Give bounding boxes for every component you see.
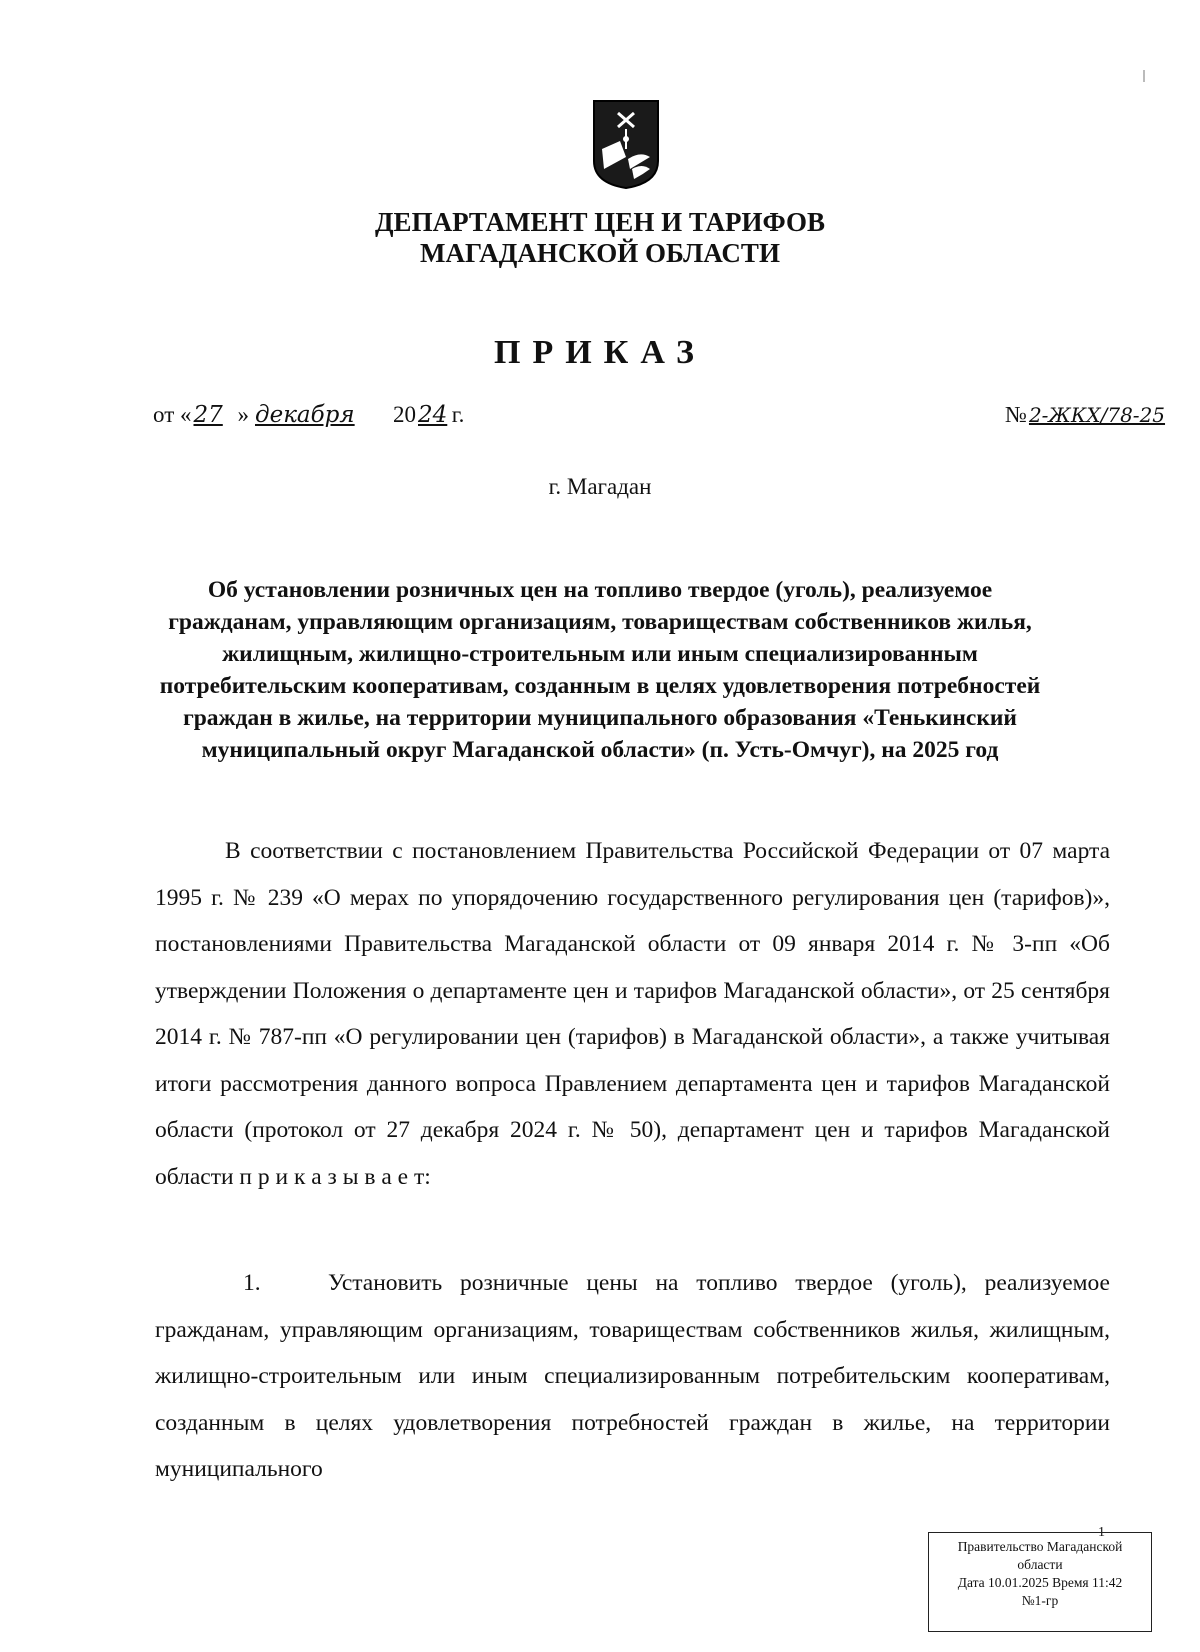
date-month-handwritten: декабря [255,402,355,428]
date-suffix: г. [451,402,465,427]
registration-stamp [928,1532,1152,1632]
item-1-text: Установить розничные цены на топливо твердое (уголь), реализуемое гражданам, управляющим организациям, товариществам собственников жилья, жилищным, жилищно-строительным или иным специализированным потребительским кооперативам, созданным в целях удовлетворения потребностей граждан в жилье, на территории муниципального [155,1270,1110,1482]
item-1-number: 1. [243,1270,261,1296]
scan-edge-mark [1143,70,1145,82]
organization-name-line2: МАГАДАНСКОЙ ОБЛАСТИ [420,238,780,268]
order-subject: Об установлении розничных цен на топливо твердое (уголь), реализуемое гражданам, управляющим организациям, товариществам собственников жилья, жилищным, жилищно-строительным или иным специализированным потребительским кооперативам, созданным в целях удовлетворения потребностей граждан в жилье, на территории муниципального образования «Тенькинский муниципальный округ Магаданской области» (п. Усть-Омчуг), на 2025 год [159,577,1041,763]
order-date [153,402,464,428]
date-year-handwritten: 24 [418,402,448,428]
city-line: г. Магадан [548,474,652,499]
preamble-paragraph: В соответствии с постановлением Правительства Российской Федерации от 07 марта 1995 г. № 239 «О мерах по упорядочению государственного регулирования цен (тарифов)», постановлениями Правительства Магаданской области от 09 января 2014 г. № 3-пп «Об утверждении Положения о департаменте цен и тарифов Магаданской области», от 25 сентября 2014 г. № 787-пп «О регулировании цен (тарифов) в Магаданской области», а также учитывая итоги рассмотрения данного вопроса Правлением департамента цен и тарифов Магаданской области (протокол от 27 декабря 2024 г. № 50), департамент цен и тарифов Магаданской области п р и к а з ы в а е т: [155,838,1110,1190]
date-prefix: от « [153,402,192,427]
document-type-title: ПРИКАЗ [494,334,706,371]
date-year-prefix: 20 [393,402,416,427]
date-quote-close: » [237,402,249,427]
number-prefix: № [1005,402,1027,427]
date-day-handwritten: 27 [193,402,223,428]
stamp-line4: №1-гр [1021,1593,1059,1608]
order-number [1005,402,1167,428]
stamp-line3: Дата 10.01.2025 Время 11:42 [957,1575,1123,1590]
page-number: 1 [1098,1525,1105,1540]
number-handwritten: 2-ЖКХ/78-25 [1028,403,1166,427]
item-1-paragraph [155,1260,1110,1493]
coat-of-arms-icon [592,99,660,190]
stamp-line2: области [1017,1557,1063,1572]
stamp-line1: Правительство Магаданской [957,1539,1123,1554]
organization-name-line1: ДЕПАРТАМЕНТ ЦЕН И ТАРИФОВ [374,207,826,237]
